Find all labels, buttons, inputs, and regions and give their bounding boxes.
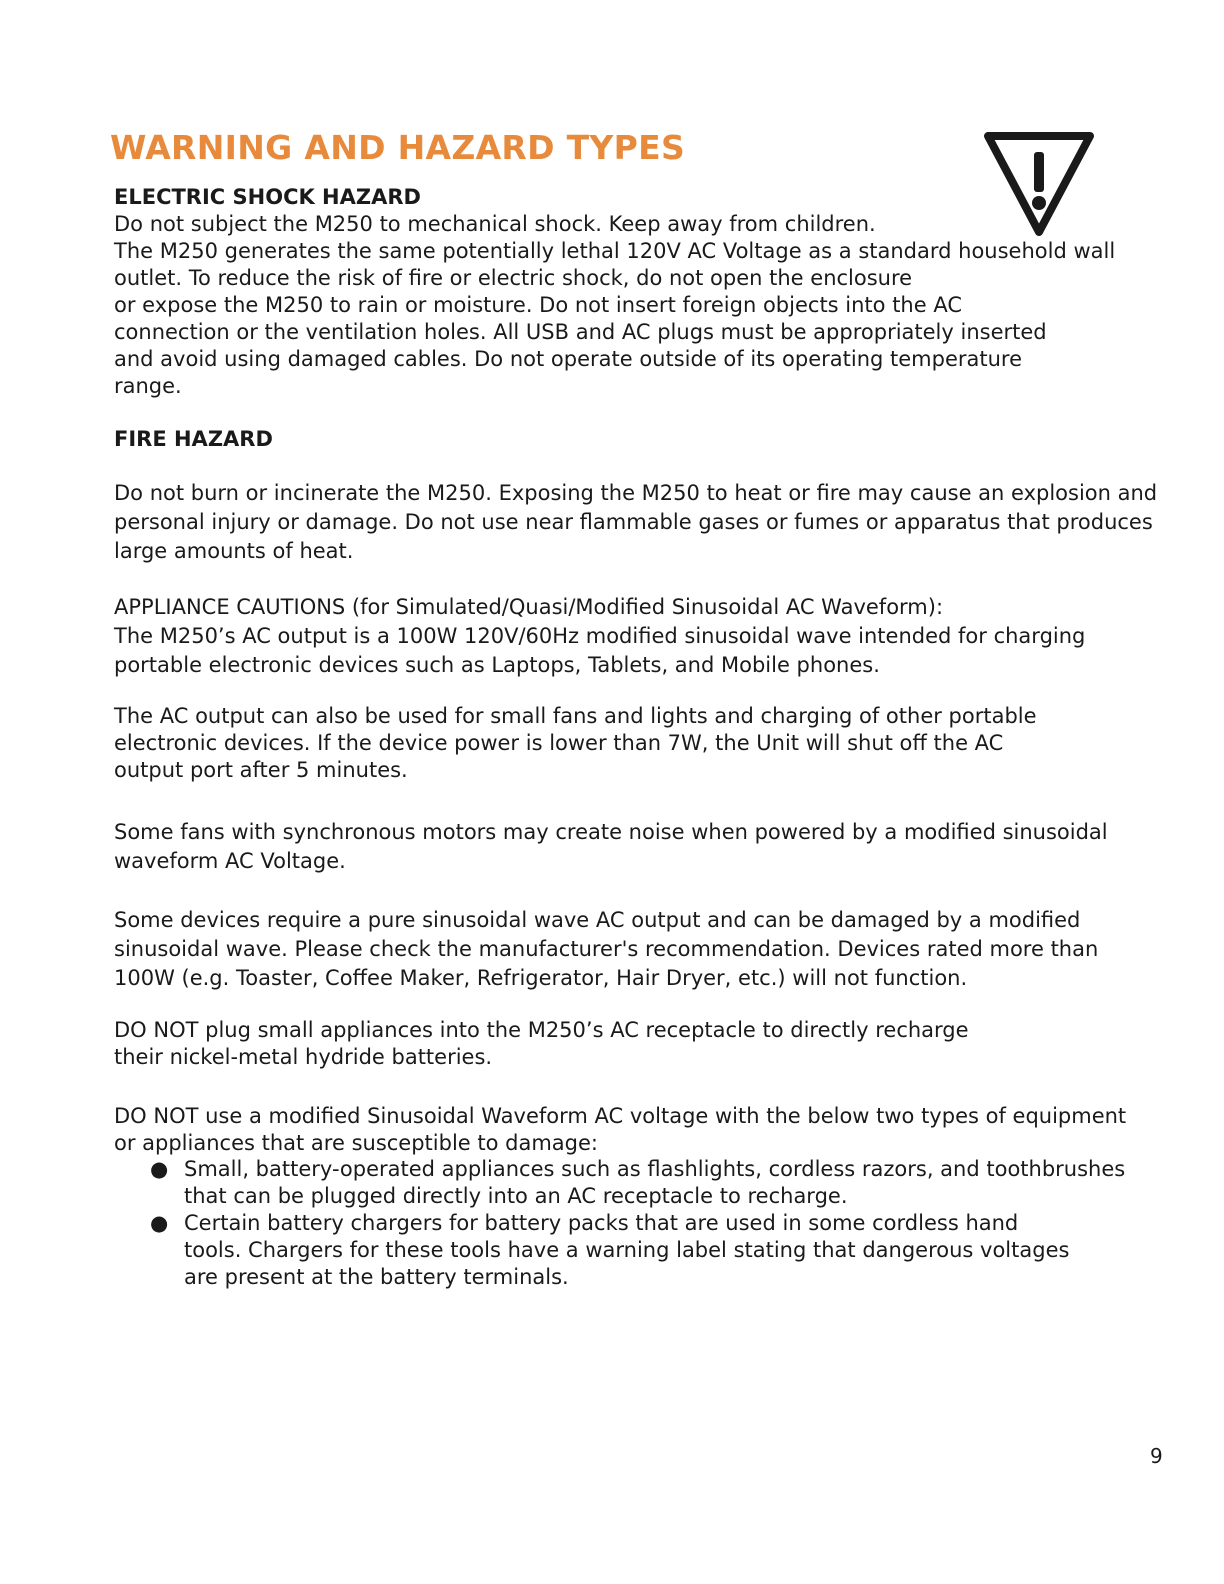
text-line: Do not subject the M250 to mechanical shock. Keep away from children. bbox=[114, 212, 876, 236]
electric-shock-section bbox=[114, 184, 1115, 400]
text-line: The M250’s AC output is a 100W 120V/60Hz modified sinusoidal wave intended for charging bbox=[114, 624, 1086, 648]
fire-hazard-heading: FIRE HAZARD bbox=[114, 427, 273, 451]
text-line: DO NOT plug small appliances into the M250’s AC receptacle to directly recharge bbox=[114, 1018, 969, 1042]
text-line: electronic devices. If the device power is lower than 7W, the Unit will shut off the AC bbox=[114, 731, 1004, 755]
text-line: are present at the battery terminals. bbox=[184, 1265, 569, 1289]
text-line: portable electronic devices such as Laptops, Tablets, and Mobile phones. bbox=[114, 653, 880, 677]
text-line: Small, battery-operated appliances such as flashlights, cordless razors, and toothbrushes bbox=[184, 1157, 1126, 1181]
fans-paragraph bbox=[114, 818, 1108, 876]
appliance-cautions bbox=[114, 593, 1085, 680]
text-line: The M250 generates the same potentially lethal 120V AC Voltage as a standard household wall bbox=[114, 239, 1116, 263]
text-line: tools. Chargers for these tools have a warning label stating that dangerous voltages bbox=[184, 1238, 1070, 1262]
ac-output-paragraph bbox=[114, 703, 1037, 784]
appliance-cautions-heading: APPLIANCE CAUTIONS (for Simulated/Quasi/Modified Sinusoidal AC Waveform): bbox=[114, 595, 944, 619]
list-item bbox=[148, 1210, 1125, 1291]
text-line: personal injury or damage. Do not use near flammable gases or fumes or apparatus that produces bbox=[114, 510, 1153, 534]
do-not-use-paragraph bbox=[114, 1103, 1126, 1157]
text-line: Certain battery chargers for battery packs that are used in some cordless hand bbox=[184, 1211, 1019, 1235]
text-line: their nickel-metal hydride batteries. bbox=[114, 1045, 493, 1069]
text-line: Some fans with synchronous motors may create noise when powered by a modified sinusoidal bbox=[114, 820, 1108, 844]
text-line: or appliances that are susceptible to damage: bbox=[114, 1131, 598, 1155]
text-line: DO NOT use a modified Sinusoidal Waveform AC voltage with the below two types of equipment bbox=[114, 1104, 1127, 1128]
nimh-paragraph bbox=[114, 1017, 969, 1071]
text-line: large amounts of heat. bbox=[114, 539, 354, 563]
text-line: output port after 5 minutes. bbox=[114, 758, 408, 782]
text-line: and avoid using damaged cables. Do not operate outside of its operating temperature bbox=[114, 347, 1023, 371]
page-number: 9 bbox=[1150, 1444, 1163, 1468]
bullet-icon: ● bbox=[150, 1211, 169, 1235]
text-line: connection or the ventilation holes. All USB and AC plugs must be appropriately inserted bbox=[114, 320, 1047, 344]
text-line: 100W (e.g. Toaster, Coffee Maker, Refrigerator, Hair Dryer, etc.) will not function. bbox=[114, 966, 968, 990]
text-line: or expose the M250 to rain or moisture. Do not insert foreign objects into the AC bbox=[114, 293, 962, 317]
text-line: outlet. To reduce the risk of fire or electric shock, do not open the enclosure bbox=[114, 266, 913, 290]
equipment-list bbox=[148, 1156, 1125, 1291]
pure-sine-paragraph bbox=[114, 906, 1098, 993]
text-line: Some devices require a pure sinusoidal wave AC output and can be damaged by a modified bbox=[114, 908, 1081, 932]
text-line: sinusoidal wave. Please check the manufacturer's recommendation. Devices rated more than bbox=[114, 937, 1099, 961]
text-line: that can be plugged directly into an AC receptacle to recharge. bbox=[184, 1184, 848, 1208]
text-line: range. bbox=[114, 374, 182, 398]
list-item bbox=[148, 1156, 1125, 1210]
page-title: WARNING AND HAZARD TYPES bbox=[110, 128, 686, 167]
electric-shock-heading: ELECTRIC SHOCK HAZARD bbox=[114, 185, 421, 209]
text-line: The AC output can also be used for small fans and lights and charging of other portable bbox=[114, 704, 1037, 728]
text-line: Do not burn or incinerate the M250. Exposing the M250 to heat or fire may cause an explosion and bbox=[114, 481, 1158, 505]
fire-hazard-text bbox=[114, 479, 1157, 566]
text-line: waveform AC Voltage. bbox=[114, 849, 346, 873]
bullet-icon: ● bbox=[150, 1157, 169, 1181]
